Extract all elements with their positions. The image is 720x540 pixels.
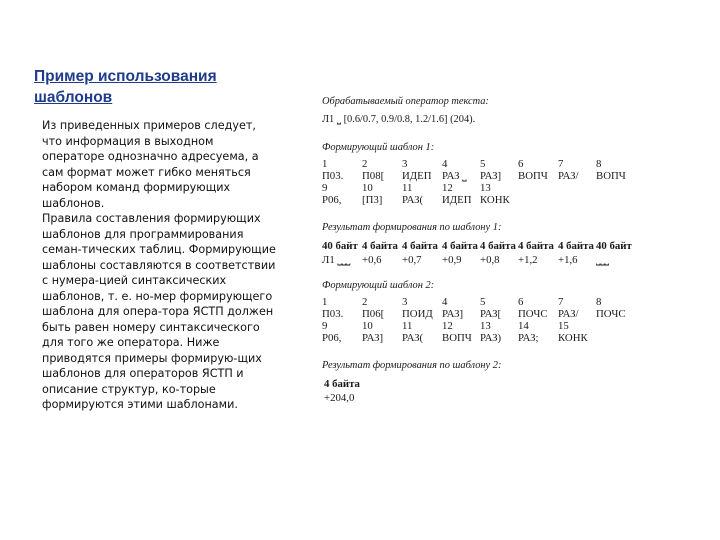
template1-cell: П03. xyxy=(322,170,344,182)
slide-title: Пример использования шаблонов xyxy=(34,68,217,106)
scan-operator: Л1 ⎵ [0.6/0.7, 0.9/0.8, 1.2/1.6] (204). xyxy=(322,114,476,125)
result1-value-cell: ⎵⎵⎵ xyxy=(596,254,609,266)
result1-value-cell: +0,8 xyxy=(480,254,500,266)
template1-cell: 6 xyxy=(518,158,524,170)
template1-cell: 5 xyxy=(480,158,486,170)
result1-size-cell: 40 байт xyxy=(596,240,632,252)
result1-size-cell: 4 байта xyxy=(442,240,478,252)
template2-cell: ПОЧС xyxy=(596,308,626,320)
result1-size-cell: 4 байта xyxy=(362,240,398,252)
scanned-figure xyxy=(318,88,710,408)
template2-cell: 15 xyxy=(558,320,569,332)
template1-cell: РАЗ ⎵ xyxy=(442,170,467,182)
template2-cell: Р06, xyxy=(322,332,342,344)
template2-cell: П06[ xyxy=(362,308,385,320)
scan-template2-label: Формирующий шаблон 2: xyxy=(322,280,435,291)
result1-size-cell: 4 байта xyxy=(480,240,516,252)
template2-cell: 14 xyxy=(518,320,529,332)
template2-cell: РАЗ[ xyxy=(480,308,502,320)
template2-cell: 12 xyxy=(442,320,453,332)
result1-value-cell: +0,9 xyxy=(442,254,462,266)
template1-cell: 3 xyxy=(402,158,408,170)
template2-cell: РАЗ] xyxy=(362,332,384,344)
template1-cell: 4 xyxy=(442,158,448,170)
template1-cell: 11 xyxy=(402,182,413,194)
scan-template1-label: Формирующий шаблон 1: xyxy=(322,142,435,153)
template1-cell: 10 xyxy=(362,182,373,194)
template2-cell: 13 xyxy=(480,320,491,332)
template1-cell: ВОПЧ xyxy=(518,170,548,182)
template2-cell: 6 xyxy=(518,296,524,308)
template2-cell: РАЗ) xyxy=(480,332,502,344)
template1-cell: 8 xyxy=(596,158,602,170)
template2-cell: РАЗ; xyxy=(518,332,539,344)
template1-cell: П08[ xyxy=(362,170,385,182)
template1-cell: [П3] xyxy=(362,194,383,206)
scan-result2-value: +204,0 xyxy=(324,392,355,404)
template2-cell: РАЗ] xyxy=(442,308,464,320)
template1-cell: РАЗ/ xyxy=(558,170,579,182)
template2-cell: 9 xyxy=(322,320,328,332)
template1-cell: 13 xyxy=(480,182,491,194)
result1-value-cell: +1,2 xyxy=(518,254,538,266)
template1-cell: 9 xyxy=(322,182,328,194)
result1-value-cell: Л1 ⎵⎵⎵ xyxy=(322,254,351,266)
scan-result2-label: Результат формирования по шаблону 2: xyxy=(322,360,502,371)
template1-cell: 1 xyxy=(322,158,328,170)
result1-size-cell: 4 байта xyxy=(558,240,594,252)
template1-cell: РАЗ] xyxy=(480,170,502,182)
scan-result1-label: Результат формирования по шаблону 1: xyxy=(322,222,502,233)
template1-cell: Р06, xyxy=(322,194,342,206)
template1-cell: ВОПЧ xyxy=(596,170,626,182)
template2-cell: КОНК xyxy=(558,332,588,344)
template2-cell: ПОЧС xyxy=(518,308,548,320)
template2-cell: 2 xyxy=(362,296,368,308)
scan-result2-size: 4 байта xyxy=(324,378,360,390)
body-text xyxy=(42,118,278,413)
result1-value-cell: +0,7 xyxy=(402,254,422,266)
result1-size-cell: 4 байта xyxy=(518,240,554,252)
template2-cell: 1 xyxy=(322,296,328,308)
template1-cell: ИДЕП xyxy=(442,194,472,206)
template2-cell: 11 xyxy=(402,320,413,332)
result1-value-cell: +1,6 xyxy=(558,254,578,266)
scan-header: Обрабатываемый оператор текста: xyxy=(322,96,489,107)
template2-cell: 4 xyxy=(442,296,448,308)
template2-cell: 8 xyxy=(596,296,602,308)
template2-cell: РАЗ/ xyxy=(558,308,579,320)
template2-cell: РАЗ( xyxy=(402,332,424,344)
template2-cell: 10 xyxy=(362,320,373,332)
template1-cell: КОНК xyxy=(480,194,510,206)
template1-cell: 2 xyxy=(362,158,368,170)
template1-cell: РАЗ( xyxy=(402,194,424,206)
template2-cell: ВОПЧ xyxy=(442,332,472,344)
template1-cell: ИДЕП xyxy=(402,170,432,182)
template2-cell: П03. xyxy=(322,308,344,320)
result1-size-cell: 4 байта xyxy=(402,240,438,252)
paragraph-2: Правила составления формирующих шаблонов для программирования семан-тических таблиц. Формирующие шаблоны составляются в соответствии с нумера-цией синтаксических шаблонов, т. е. но-мер формирующего шаблона для опера-тора ЯСТП должен быть равен номеру синтаксического для того же оператора. Ниже приводятся примеры формирую-щих шаблонов для операторов ЯСТП и описание структур, ко-торые формируются этими шаблонами. xyxy=(42,212,276,411)
template2-cell: 3 xyxy=(402,296,408,308)
template2-cell: ПОИД xyxy=(402,308,433,320)
template1-cell: 7 xyxy=(558,158,564,170)
result1-size-cell: 40 байт xyxy=(322,240,358,252)
template1-cell: 12 xyxy=(442,182,453,194)
result1-value-cell: +0,6 xyxy=(362,254,382,266)
template2-cell: 5 xyxy=(480,296,486,308)
paragraph-1: Из приведенных примеров следует, что информация в выходном операторе однозначно адресуема, а сам формат может гибко меняться набором команд формирующих шаблонов. xyxy=(42,119,259,210)
template2-cell: 7 xyxy=(558,296,564,308)
